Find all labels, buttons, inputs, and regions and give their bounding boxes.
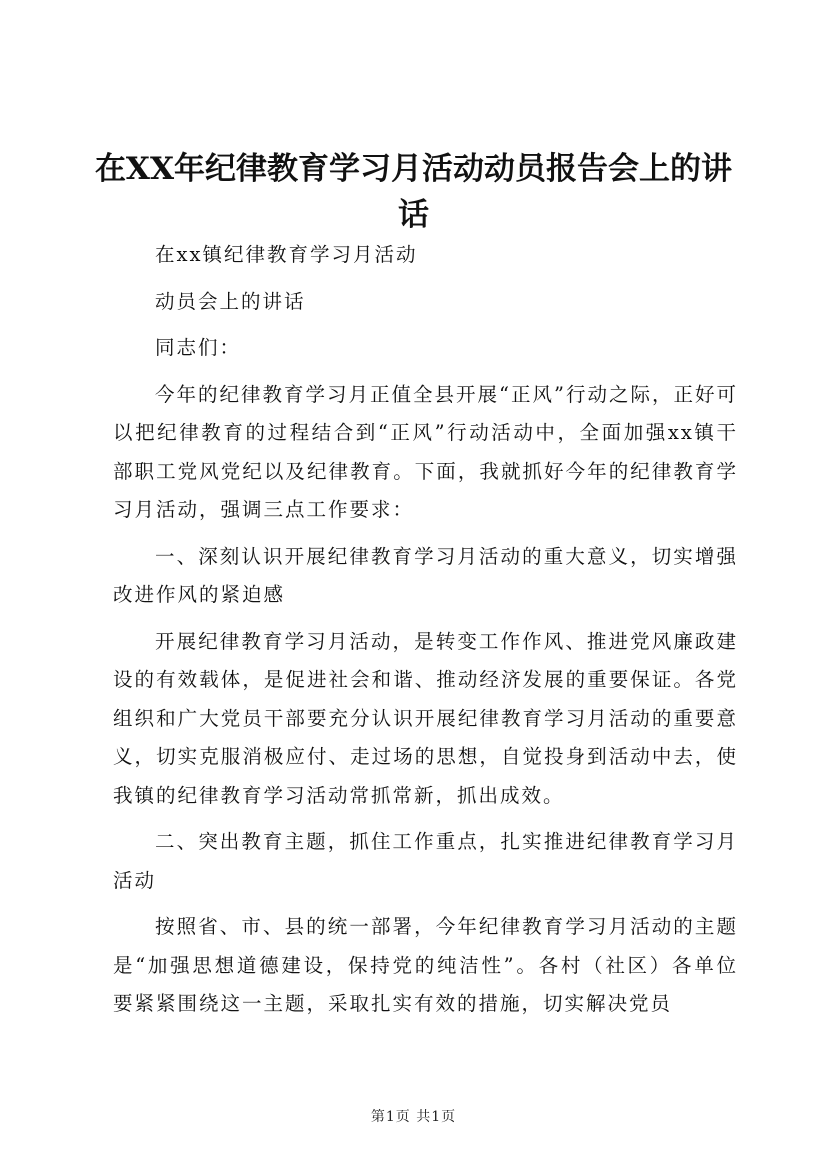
document-title: 在XX年纪律教育学习月活动动员报告会上的讲话 xyxy=(94,151,733,233)
paragraph-section-2: 按照省、市、县的统一部署，今年纪律教育学习月活动的主题是“加强思想道德建设，保持党的纯洁性”。各村（社区）各单位要紧紧围绕这一主题，采取扎实有效的措施，切实解决党员 xyxy=(113,915,738,1015)
paragraph-subtitle-line-2: 动员会上的讲话 xyxy=(155,289,306,313)
section-heading-2: 二、突出教育主题，抓住工作重点，扎实推进纪律教育学习月活动 xyxy=(113,830,738,892)
paragraph-subtitle-line-1: 在xx镇纪律教育学习月活动 xyxy=(155,243,418,266)
document-body xyxy=(113,236,738,1032)
paragraph-intro: 今年的纪律教育学习月正值全县开展“正风”行动之际，正好可以把纪律教育的过程结合到“正风”行动活动中，全面加强xx镇干部职工党风党纪以及纪律教育。下面，我就抓好今年的纪律教育学习月活动，强调三点工作要求： xyxy=(113,382,738,521)
paragraph-salutation: 同志们： xyxy=(155,336,242,359)
section-heading-1: 一、深刻认识开展纪律教育学习月活动的重大意义，切实增强改进作风的紧迫感 xyxy=(113,544,738,606)
paragraph-section-1: 开展纪律教育学习月活动，是转变工作作风、推进党风廉政建设的有效载体，是促进社会和谐、推动经济发展的重要保证。各党组织和广大党员干部要充分认识开展纪律教育学习月活动的重要意义，切实克服消极应付、走过场的思想，自觉投身到活动中去，使我镇的纪律教育学习活动常抓常新，抓出成效。 xyxy=(113,629,738,807)
page-footer: 第1页 共1页 xyxy=(370,1109,457,1125)
